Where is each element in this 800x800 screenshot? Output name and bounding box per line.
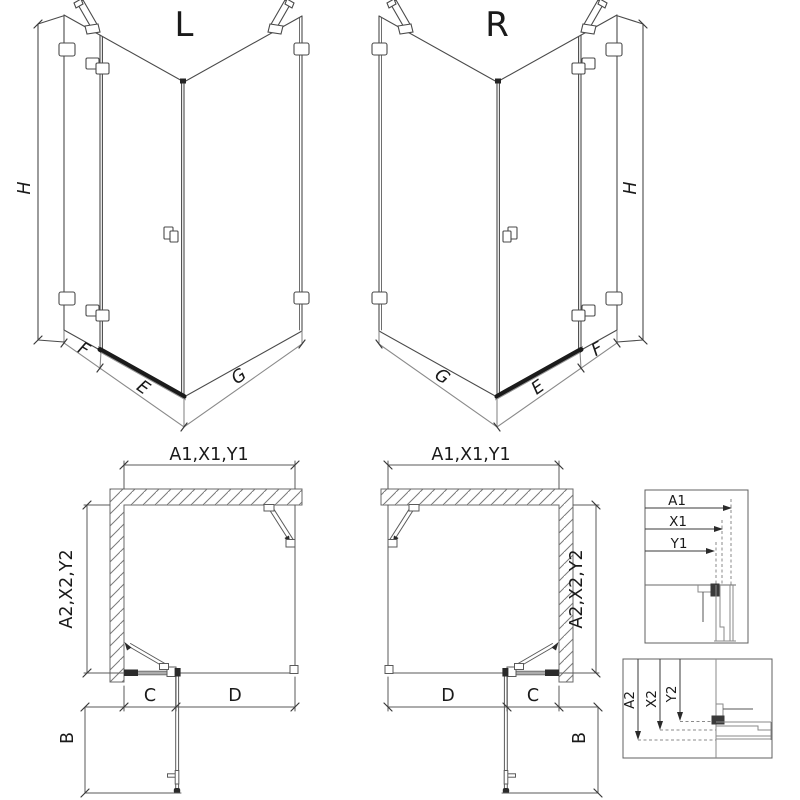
fixed-segment-dim-label: C [526, 686, 540, 706]
detail-width-box [645, 490, 748, 643]
door-dim-label: E [132, 376, 154, 400]
fixed-panel-dim-label: F [74, 338, 93, 361]
door-dim-label: E [527, 376, 549, 400]
width-dim-label: A1,X1,Y1 [431, 445, 511, 465]
wall-clamp [294, 292, 309, 304]
support-bar-bracket [268, 24, 283, 34]
support-bar-plan [131, 644, 168, 666]
variant-label-left: L [174, 5, 194, 45]
plan-fittings [124, 505, 298, 794]
detail-a1-label: A1 [668, 493, 686, 509]
wall-hatch [381, 489, 573, 682]
detail-arrows [645, 505, 732, 554]
corner-joint [180, 79, 186, 84]
fixed-segment-dim-label: C [143, 686, 157, 706]
depth-dim-label: A2,X2,Y2 [567, 549, 587, 629]
profile-cross-section [712, 704, 772, 740]
variant-label-right: R [485, 5, 509, 45]
side-panel-dim-label: G [227, 364, 251, 389]
wall-clamp [59, 292, 75, 305]
depth-dim-label: A2,X2,Y2 [57, 549, 77, 629]
detail-y2-label: Y2 [664, 685, 680, 703]
door-width-dim-label: D [228, 686, 242, 706]
dimension-ticks [34, 20, 305, 431]
wall-clamp [294, 43, 309, 55]
detail-y1-label: Y1 [670, 536, 688, 552]
support-bar-bracket [85, 24, 100, 34]
iso-enclosure-geometry [34, 0, 309, 431]
door-width-dim-label: D [441, 686, 455, 706]
detail-reference-dashes [638, 722, 716, 741]
iso-enclosure-geometry-mirrored [372, 0, 647, 431]
support-bar-plan [273, 507, 294, 540]
door-open-dim-label: B [58, 731, 78, 745]
door-hinge [96, 63, 109, 74]
door-handle [170, 231, 178, 242]
detail-reference-dashes [716, 499, 731, 585]
height-dim-label: H [621, 181, 641, 195]
plan-glass-lines [124, 505, 295, 789]
door-hinge [96, 310, 109, 321]
width-dim-label: A1,X1,Y1 [169, 445, 249, 465]
wall-hatch [110, 489, 302, 682]
detail-a2-label: A2 [622, 691, 638, 709]
side-panel-dim-label: G [430, 364, 454, 389]
glass-fitting [290, 666, 298, 674]
wall-clamp [59, 43, 75, 56]
door-handle-plan [175, 771, 179, 785]
fixed-panel-dim-label: F [588, 338, 607, 361]
profile-cross-section [698, 584, 736, 642]
detail-x2-label: X2 [644, 690, 660, 708]
height-dim-label: H [15, 181, 35, 195]
door-open-dim-label: B [570, 731, 590, 745]
detail-x1-label: X1 [669, 514, 687, 530]
